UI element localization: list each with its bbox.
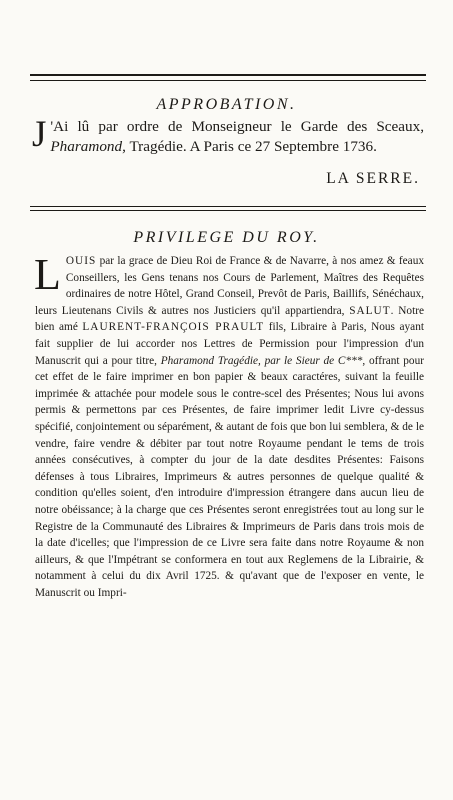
privilege-heading: PRIVILEGE DU ROY. bbox=[133, 229, 320, 246]
top-rule bbox=[30, 74, 426, 81]
approbation-heading: APPROBATION. bbox=[156, 96, 297, 113]
approbation-signature: LA SERRE. bbox=[326, 170, 420, 187]
privilege-salut: SALUT bbox=[349, 304, 391, 317]
approbation-text bbox=[32, 114, 424, 156]
privilege-drop-cap: L bbox=[34, 250, 61, 299]
privilege-segment-4: , offrant pour cet effet de le faire imprimer en bon papier & beaux caractéres, suivant la feuille imprimée & attachée pour modele sous le contre-scel des Présentes; Nous lui avons permis & permettons par ces Présentes, de faire imprimer ledit Livre cy-dessus spécifié, conjointement ou séparément, & autant de fois que bon lui semblera, & de le vendre, faire vendre & débiter par tout notre Royaume pendant le tems de trois années consécutives, à compter du jour de la date desdites Présentes: Faisons défenses à tous Libraires, Imprimeurs & autres personnes de quelque qualité & condition qu'elles soient, d'en introduire d'impression étrangere dans aucun lieu de notre obéissance; à la charge que ces Présentes seront enregistrées tout au long sur le Registre de la Communauté des Libraires & Imprimeurs de Paris dans trois mois de la date d'icelles; que l'impression de ce Livre sera faite dans notre Royaume & non ailleurs, & que l'Impétrant se conformera en tout aux Reglemens de la Librairie, & notamment à celui du dix Avril 1725. & qu'avant que de l'exposer en vente, le Manuscrit ou Impri- bbox=[35, 354, 424, 599]
approbation-text-1: 'Ai lû par ordre de Monseigneur le Garde des Sceaux, bbox=[50, 118, 424, 135]
privilege-segment-1: par la grace de Dieu Roi de France & de Navarre, à nos amez & feaux Conseillers, les Gens tenans nos Cours de Parlement, Maîtres des Requêtes ordinaires de notre Hôtel, Grand Conseil, Prevôt de Paris, Baillifs, Sénéchaux, leurs Lieutenans Civils & autres nos Justiciers qu'il appartiendra, bbox=[35, 255, 424, 317]
privilege-segment-3: fils, Libraire à Paris, Nous ayant fait supplier de lui accorder nos Lettres de Permission pour l'impression d'un Manuscrit qui a pour titre, bbox=[35, 321, 424, 367]
middle-rule bbox=[30, 206, 426, 211]
privilege-book-title: Pharamond Tragédie, par le Sieur de C*** bbox=[160, 354, 363, 367]
approbation-drop-cap: J bbox=[32, 114, 47, 155]
privilege-segment-2: . Notre bien amé bbox=[35, 304, 424, 334]
privilege-text bbox=[34, 250, 424, 601]
approbation-text-2: , Tragédie. A Paris ce 27 Septembre 1736. bbox=[122, 137, 377, 155]
privilege-publisher-name: LAURENT-FRANÇOIS PRAULT bbox=[82, 321, 265, 334]
approbation-work-title: Pharamond bbox=[50, 137, 123, 155]
privilege-opening: OUIS bbox=[65, 255, 97, 267]
